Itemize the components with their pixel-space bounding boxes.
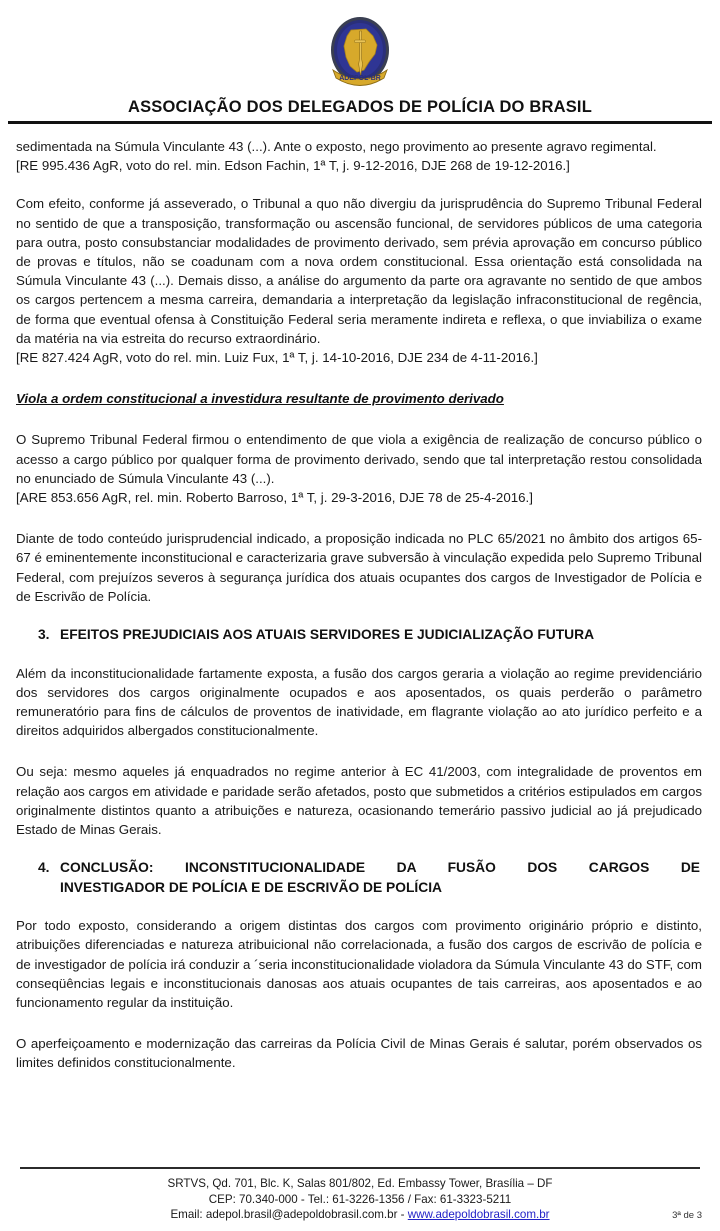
section-4-title-line-2: INVESTIGADOR DE POLÍCIA E DE ESCRIVÃO DE POLÍCIA [60,879,443,895]
paragraph-4: Diante de todo conteúdo jurisprudencial indicado, a proposição indicada no PLC 65/2021 no âmbito dos artigos 65-67 é eminentemente inconstitucional e caracterizaria grave subversão à vinculação expedida pelo Supremo Tribunal Federal, com prejuízos severos à segurança jurídica dos atuais ocupantes dos cargos de Investigador de Polícia e de Escrivão de Polícia. [16,531,702,604]
footer-website-link[interactable]: www.adepoldobrasil.com.br [407,1208,550,1222]
section-4-title-line-1: CONCLUSÃO: INCONSTITUCIONALIDADE DA FUSÃO DOS CARGOS DE [60,860,700,876]
paragraph-7: Por todo exposto, considerando a origem distintas dos cargos com provimento originário próprio e distinto, atribuições diferenciadas e natureza atribuicional não correlacionada, a fusão dos cargos de escrivão de polícia e de investigador de polícia irá conduzir a ´seria inconstitucionalidade violadora da Súmula Vinculante 43 do STF, com conseqüências legais e inconstitucionais danosas aos atuais ocupantes de tais carreiras, aos aposentados e ao funcionamento regular da instituição. [16,918,702,1010]
document-body [0,137,720,1073]
citation-2: [RE 827.424 AgR, voto do rel. min. Luiz Fux, 1ª T, j. 14-10-2016, DJE 234 de 4-11-2016.] [16,350,538,366]
spacer [16,839,702,858]
citation-3: [ARE 853.656 AgR, rel. min. Roberto Barroso, 1ª T, j. 29-3-2016, DJE 78 de 25-4-2016.] [16,490,533,506]
citation-1: [RE 995.436 AgR, voto do rel. min. Edson Fachin, 1ª T, j. 9-12-2016, DJE 268 de 19-12-2016.] [16,158,570,174]
footer-divider [20,1167,700,1169]
footer-email: Email: adepol.brasil@adepoldobrasil.com.br - [170,1208,408,1222]
adepol-brasil-logo [321,14,399,96]
spacer [16,507,702,529]
paragraph-3: O Supremo Tribunal Federal firmou o entendimento de que viola a exigência de realização de concurso público o acesso a cargo público por qualquer forma de provimento derivado, sendo que tal interpretação restou consolidada no enunciado de Súmula Vinculante 43 (...). [16,432,702,486]
shield-badge-icon [321,14,399,96]
spacer [16,606,702,625]
section-3-title: EFEITOS PREJUDICIAIS AOS ATUAIS SERVIDORES E JUDICIALIZAÇÃO FUTURA [60,627,595,643]
section-4-title [60,858,700,897]
document-footer [0,1167,720,1223]
footer-contact: CEP: 70.340-000 - Tel.: 61-3226-1356 / Fax: 61-3323-5211 [208,1192,512,1206]
spacer [16,408,702,430]
spacer [16,740,702,762]
spacer [16,897,702,916]
paragraph-8: O aperfeiçoamento e modernização das carreiras da Polícia Civil de Minas Gerais é salutar, porém observados os limites definidos constitucionalmente. [16,1036,702,1071]
spacer [16,645,702,664]
section-heading-4 [16,858,702,897]
paragraph-1: sedimentada na Súmula Vinculante 43 (...). Ante o exposto, nego provimento ao presente agravo regimental. [16,139,657,154]
footer-address: SRTVS, Qd. 701, Blc. K, Salas 801/802, Ed. Embassy Tower, Brasília – DF [167,1177,553,1191]
section-heading-3 [16,625,702,645]
sub-heading-viola-ordem: Viola a ordem constitucional a investidura resultante de provimento derivado [16,391,504,407]
spacer [16,175,702,194]
paragraph-2: Com efeito, conforme já asseverado, o Tribunal a quo não divergiu da jurisprudência do Supremo Tribunal Federal no sentido de que a transposição, transformação ou ascensão funcional, de servidores públicos de uma categoria para outra, posto consubstanciar modalidades de provimento derivado, sem prévia aprovação em concurso público de provas e títulos, não se coadunam com a nova ordem constitucional. Essa orientação está consolidada na Súmula Vinculante 43 (...). Demais disso, a análise do argumento da parte ora agravante no sentido de que ambos os cargos pertencem a mesma carreira, demandaria a interpretação da legislação infraconstitucional de regência, de forma que eventual ofensa à Constituição Federal seria meramente indireta e reflexa, o que inviabiliza o exame da matéria na via estreita do recurso extraordinário. [16,196,702,346]
header-divider [8,121,712,124]
document-header [0,0,720,124]
spacer [16,1012,702,1034]
footer-email-line [0,1207,720,1223]
page-number: 3ª de 3 [672,1210,702,1221]
footer-contact-block [0,1176,720,1223]
logo-banner-text: ADEPOL-BR [339,75,381,82]
section-4-number: 4. [38,860,50,876]
paragraph-6: Ou seja: mesmo aqueles já enquadrados no regime anterior à EC 41/2003, com integralidade de proventos em relação aos cargos em atividade e paridade serão afetados, posto que submetidos a critérios estipulados em cargos originalmente distintos quanto a atribuições e natureza, ocasionando temerário passivo judicial ao já prejudicado Estado de Minas Gerais. [16,764,702,837]
section-3-number: 3. [38,627,50,643]
page-title: ASSOCIAÇÃO DOS DELEGADOS DE POLÍCIA DO BRASIL [127,98,592,116]
spacer [16,367,702,389]
paragraph-5: Além da inconstitucionalidade fartamente exposta, a fusão dos cargos geraria a violação ao regime previdenciário dos servidores dos cargos originalmente ocupados e aos aposentados, os quais perderão o parâmetro remuneratório para fins de cálculos de proventos de inatividade, em flagrante violação ao ato jurídico perfeito e a direitos adquiridos albergados constitucionalmente. [16,665,702,739]
